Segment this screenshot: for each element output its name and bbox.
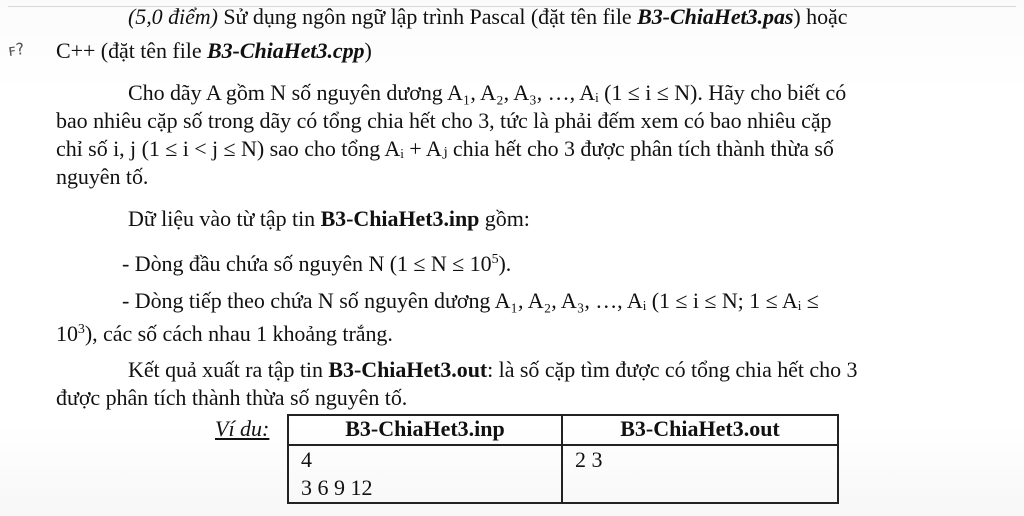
example-output-line: 2 3 (575, 447, 603, 472)
description-line-2: bao nhiêu cặp số trong dãy có tổng chia hết cho 3, tức là phải đếm xem có bao nhiêu cặp (56, 108, 832, 133)
input-spec-line-1 (122, 247, 511, 277)
input-line3-exponent: 3 (77, 322, 85, 337)
description-line-1: Cho dãy A gồm N số nguyên dương A₁, A₂, A₃, …, Aᵢ (1 ≤ i ≤ N). Hãy cho biết có (128, 80, 847, 105)
example-input-header: B3-ChiaHet3.inp (288, 415, 562, 445)
input-line1-exponent: 5 (491, 252, 499, 267)
input-line3-post: ), các số cách nhau 1 khoảng trắng. (84, 321, 393, 346)
problem-statement-line-1 (128, 4, 847, 30)
input-line1-text: - Dòng đầu chứa số nguyên N (1 ≤ N ≤ 10 (122, 251, 492, 276)
example-output-header: B3-ChiaHet3.out (562, 415, 838, 445)
input-intro-text: Dữ liệu vào từ tập tin (128, 206, 321, 231)
cpp-filename: B3-ChiaHet3.cpp (206, 38, 365, 63)
problem-intro-text: Sử dụng ngôn ngữ lập trình Pascal (đặt tên file (217, 4, 638, 29)
output-spec-line-2: được phân tích thành thừa số nguyên tố. (56, 385, 408, 410)
description-line-4: nguyên tố. (56, 164, 149, 189)
example-label: Ví du: (215, 416, 270, 441)
input-spec-line-2: - Dòng tiếp theo chứa N số nguyên dương A₁, A₂, A₃, …, Aᵢ (1 ≤ i ≤ N; 1 ≤ Aᵢ ≤ (122, 288, 819, 313)
input-line3-base: 10 (56, 321, 78, 346)
output-intro-text: Kết quả xuất ra tập tin (128, 357, 329, 382)
input-line1-post: ). (498, 251, 512, 276)
example-table (287, 414, 839, 504)
input-spec-intro (128, 206, 530, 232)
example-input-cell (288, 445, 562, 503)
output-description: : là số cặp tìm được có tổng chia hết cho 3 (487, 357, 858, 382)
cpp-intro-close: ) (364, 38, 372, 63)
output-spec-line-1 (128, 357, 857, 383)
points-label: (5,0 điểm) (128, 4, 218, 29)
description-line-3: chỉ số i, j (1 ≤ i < j ≤ N) sao cho tổng Aᵢ + Aⱼ chia hết cho 3 được phân tích thành thừa số (56, 136, 834, 161)
example-data-row (288, 445, 838, 503)
margin-scribble: ꜰ? (6, 38, 26, 61)
input-spec-line-3 (56, 317, 393, 347)
example-input-line: 3 6 9 12 (301, 475, 373, 500)
cpp-intro-text: C++ (đặt tên file (56, 38, 207, 63)
problem-statement-line-2 (56, 38, 372, 64)
example-output-cell (562, 445, 838, 503)
example-input-line: 4 (301, 447, 312, 472)
input-filename: B3-ChiaHet3.inp (320, 206, 480, 231)
example-header-row (288, 415, 838, 445)
problem-intro-or: ) hoặc (793, 4, 848, 29)
output-filename: B3-ChiaHet3.out (328, 357, 488, 382)
input-intro-post: gồm: (479, 206, 530, 231)
pascal-filename: B3-ChiaHet3.pas (637, 4, 794, 29)
